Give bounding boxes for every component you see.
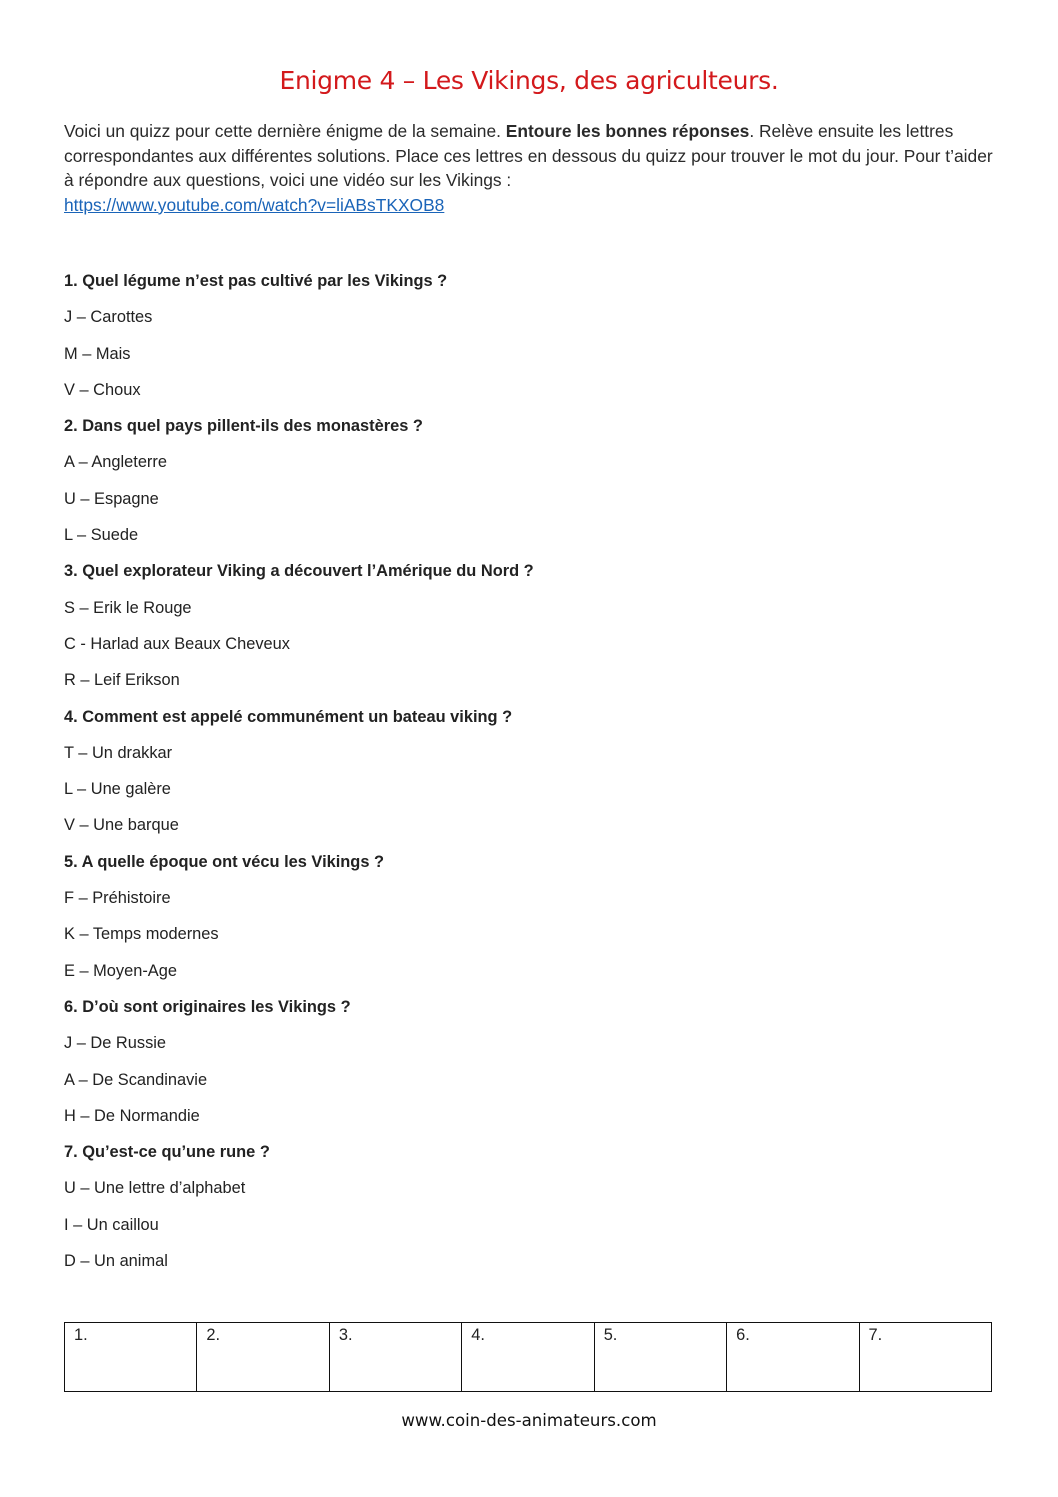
- footer-url: www.coin-des-animateurs.com: [401, 1411, 657, 1430]
- answer-row: [65, 1323, 992, 1392]
- intro-paragraph: [64, 119, 994, 217]
- video-link[interactable]: https://www.youtube.com/watch?v=liABsTKXOB8: [64, 194, 445, 215]
- answer-option[interactable]: I – Un caillou: [64, 1215, 159, 1234]
- answer-option[interactable]: K – Temps modernes: [64, 925, 219, 944]
- question-7: 7. Qu’est-ce qu’une rune ?: [64, 1143, 270, 1162]
- answer-option[interactable]: H – De Normandie: [64, 1106, 200, 1125]
- intro-text-continued: . Relève ensuite les lettres correspondantes aux différentes solutions. Place ces lettres en dessous du quizz pour trouver le mot du jour. Pour t’aider à répondre aux questions, voici une vidéo sur les Vikings :: [64, 121, 993, 190]
- answer-option[interactable]: U – Une lettre d’alphabet: [64, 1179, 246, 1198]
- question-1: 1. Quel légume n’est pas cultivé par les Vikings ?: [64, 272, 448, 290]
- answer-cell-3[interactable]: 3.: [329, 1323, 461, 1392]
- answer-cell-4[interactable]: 4.: [462, 1323, 594, 1392]
- answer-cell-6[interactable]: 6.: [727, 1323, 859, 1392]
- question-4: 4. Comment est appelé communément un bateau viking ?: [64, 707, 513, 726]
- answer-cell-2[interactable]: 2.: [197, 1323, 329, 1392]
- answer-cell-1[interactable]: 1.: [65, 1323, 197, 1392]
- answer-option[interactable]: D – Un animal: [64, 1252, 168, 1271]
- question-6: 6. D’où sont originaires les Vikings ?: [64, 997, 351, 1016]
- intro-text: Voici un quizz pour cette dernière énigme de la semaine.: [64, 121, 506, 141]
- answer-option[interactable]: L – Une galère: [64, 780, 171, 799]
- quiz-list: [64, 270, 994, 1286]
- answer-option[interactable]: V – Choux: [64, 380, 141, 399]
- answer-table: [64, 1322, 992, 1392]
- answer-option[interactable]: U – Espagne: [64, 489, 159, 508]
- answer-option[interactable]: L – Suede: [64, 526, 139, 545]
- answer-option[interactable]: V – Une barque: [64, 816, 179, 835]
- intro-bold-instruction: Entoure les bonnes réponses: [505, 121, 750, 141]
- answer-option[interactable]: R – Leif Erikson: [64, 671, 180, 690]
- answer-option[interactable]: A – Angleterre: [64, 453, 167, 472]
- answer-option[interactable]: E – Moyen-Age: [64, 961, 177, 980]
- answer-cell-5[interactable]: 5.: [594, 1323, 726, 1392]
- answer-option[interactable]: J – Carottes: [64, 308, 153, 327]
- answer-cell-7[interactable]: 7.: [859, 1323, 991, 1392]
- question-2: 2. Dans quel pays pillent-ils des monastères ?: [64, 417, 423, 436]
- question-5: 5. A quelle époque ont vécu les Vikings ?: [64, 852, 385, 871]
- answer-option[interactable]: S – Erik le Rouge: [64, 598, 192, 617]
- answer-option[interactable]: C - Harlad aux Beaux Cheveux: [64, 634, 290, 653]
- answer-option[interactable]: A – De Scandinavie: [64, 1070, 208, 1089]
- answer-option[interactable]: T – Un drakkar: [64, 743, 173, 762]
- question-3: 3. Quel explorateur Viking a découvert l’Amérique du Nord ?: [64, 562, 534, 581]
- answer-option[interactable]: J – De Russie: [64, 1034, 167, 1053]
- answer-option[interactable]: M – Mais: [64, 344, 131, 363]
- page-title: Enigme 4 – Les Vikings, des agriculteurs.: [279, 66, 779, 95]
- answer-option[interactable]: F – Préhistoire: [64, 889, 171, 908]
